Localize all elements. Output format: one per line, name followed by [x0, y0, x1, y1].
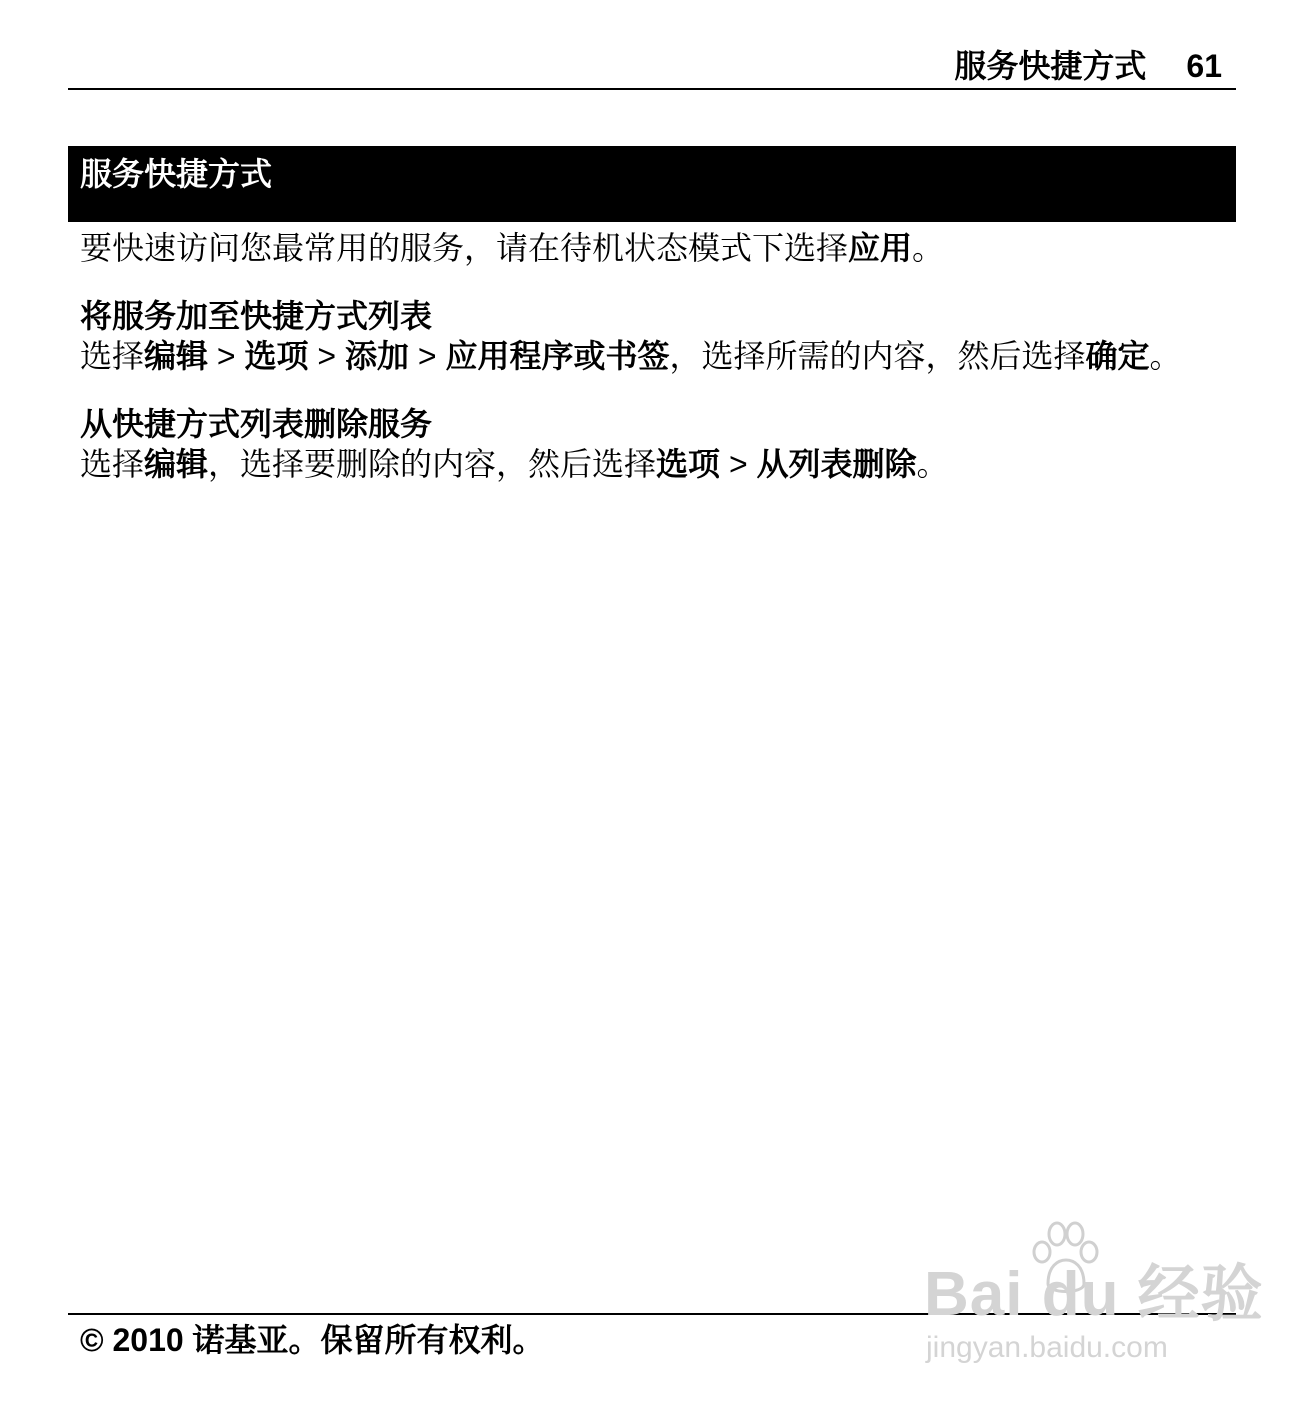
- running-header: [68, 44, 1236, 90]
- add-section-heading: 将服务加至快捷方式列表: [80, 298, 433, 334]
- watermark: [920, 1220, 1264, 1370]
- remove-sep-1: >: [720, 446, 757, 482]
- add-term-edit: 编辑: [144, 338, 209, 374]
- intro-app-term: 应用: [848, 230, 913, 266]
- running-header-title: 服务快捷方式: [954, 48, 1147, 84]
- remove-term-delete-from-list: 从列表删除: [756, 446, 917, 482]
- add-end: 。: [1149, 338, 1182, 374]
- intro-text: 要快速访问您最常用的服务，请在待机状态模式下选择: [80, 230, 849, 266]
- section-banner: [68, 146, 1236, 222]
- intro-paragraph: [80, 228, 1230, 268]
- remove-text-1: 选择: [80, 446, 145, 482]
- section-title: 服务快捷方式: [80, 156, 273, 192]
- add-sep-3: >: [409, 338, 446, 374]
- copyright-footer: © 2010 诺基亚。保留所有权利。: [80, 1322, 545, 1358]
- remove-section: [80, 404, 1230, 484]
- add-section-instructions: [80, 336, 1230, 376]
- add-sep-2: >: [308, 338, 345, 374]
- add-text-2: ，选择所需的内容，然后选择: [669, 338, 1086, 374]
- add-sep-1: >: [208, 338, 245, 374]
- remove-text-2: ，选择要删除的内容，然后选择: [208, 446, 657, 482]
- add-section: [80, 296, 1230, 376]
- remove-term-options: 选项: [656, 446, 721, 482]
- intro-end: 。: [912, 230, 945, 266]
- content-body: [80, 228, 1230, 512]
- watermark-url: jingyan.baidu.com: [926, 1331, 1168, 1364]
- add-term-add: 添加: [344, 338, 409, 374]
- add-text-1: 选择: [80, 338, 145, 374]
- watermark-brand: Bai du 经验: [924, 1260, 1264, 1329]
- add-term-app-or-bookmark: 应用程序或书签: [445, 338, 670, 374]
- remove-end: 。: [916, 446, 949, 482]
- page-number: 61: [1186, 48, 1222, 84]
- add-term-options: 选项: [244, 338, 309, 374]
- remove-term-edit: 编辑: [144, 446, 209, 482]
- remove-section-heading: 从快捷方式列表删除服务: [80, 406, 433, 442]
- add-term-ok: 确定: [1085, 338, 1150, 374]
- remove-section-instructions: [80, 444, 1230, 484]
